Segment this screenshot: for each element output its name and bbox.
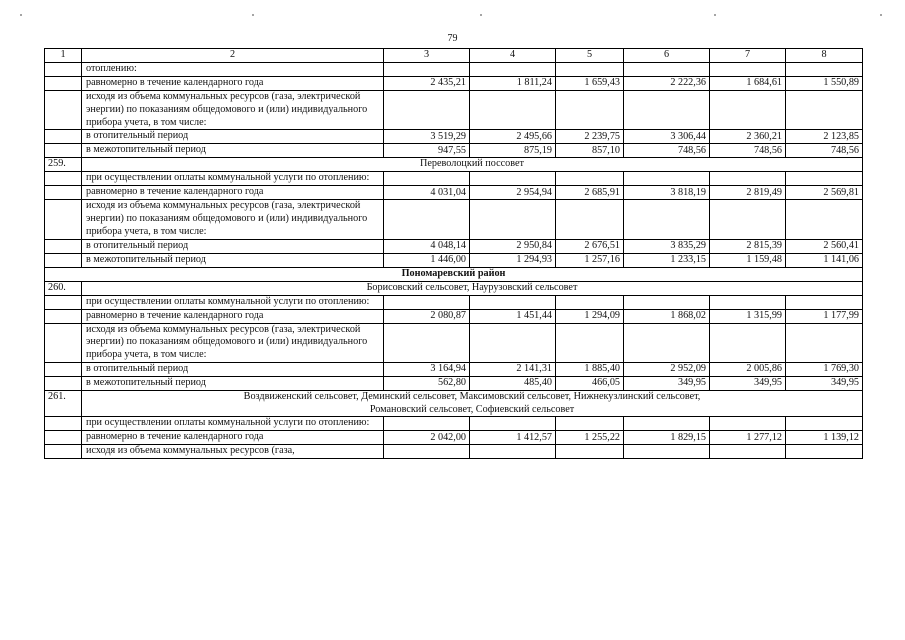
column-number: 2: [82, 49, 384, 63]
value-cell: 2 815,39: [710, 239, 786, 253]
value-cell: 1 550,89: [786, 77, 863, 91]
row-label: в отопительный период: [82, 362, 384, 376]
value-cell: [624, 91, 710, 130]
value-cell: [470, 445, 556, 459]
row-index-cell: [45, 309, 82, 323]
table-row: [45, 295, 863, 309]
row-index-cell: [45, 144, 82, 158]
value-cell: 3 306,44: [624, 130, 710, 144]
column-number: 3: [384, 49, 470, 63]
row-index-cell: [45, 77, 82, 91]
row-label: в отопительный период: [82, 130, 384, 144]
value-cell: [470, 91, 556, 130]
row-index-cell: [45, 323, 82, 362]
value-cell: [556, 63, 624, 77]
column-number: 5: [556, 49, 624, 63]
column-number: 4: [470, 49, 556, 63]
value-cell: 748,56: [710, 144, 786, 158]
value-cell: 1 315,99: [710, 309, 786, 323]
row-index-cell: [45, 186, 82, 200]
value-cell: 2 005,86: [710, 362, 786, 376]
value-cell: 1 769,30: [786, 362, 863, 376]
value-cell: [556, 172, 624, 186]
row-label: равномерно в течение календарного года: [82, 77, 384, 91]
value-cell: [556, 295, 624, 309]
value-cell: [470, 417, 556, 431]
value-cell: [624, 295, 710, 309]
row-label: исходя из объема коммунальных ресурсов (газа, электрической энергии) по показаниям общедомового и (или) индивидуального прибора учета, в том числе:: [82, 200, 384, 239]
value-cell: 3 164,94: [384, 362, 470, 376]
row-label: в отопительный период: [82, 239, 384, 253]
table-row: [45, 186, 863, 200]
value-cell: 3 519,29: [384, 130, 470, 144]
row-label: исходя из объема коммунальных ресурсов (газа, электрической энергии) по показаниям общедомового и (или) индивидуального прибора учета, в том числе:: [82, 91, 384, 130]
value-cell: 748,56: [624, 144, 710, 158]
value-cell: 349,95: [624, 376, 710, 390]
section-header-row: [45, 158, 863, 172]
table-row: [45, 323, 863, 362]
value-cell: 2 560,41: [786, 239, 863, 253]
table-row: [45, 445, 863, 459]
tariff-table: [44, 48, 863, 459]
row-label: при осуществлении оплаты коммунальной услуги по отоплению:: [82, 172, 384, 186]
row-index-cell: [45, 172, 82, 186]
value-cell: [556, 417, 624, 431]
row-index-cell: [45, 239, 82, 253]
row-index-cell: [45, 376, 82, 390]
value-cell: 2 495,66: [470, 130, 556, 144]
value-cell: 2 685,91: [556, 186, 624, 200]
table-row: [45, 144, 863, 158]
table-row: [45, 376, 863, 390]
value-cell: [710, 91, 786, 130]
row-index-cell: [45, 91, 82, 130]
value-cell: 1 684,61: [710, 77, 786, 91]
value-cell: [384, 295, 470, 309]
value-cell: 2 080,87: [384, 309, 470, 323]
value-cell: [710, 200, 786, 239]
value-cell: 2 676,51: [556, 239, 624, 253]
value-cell: [470, 295, 556, 309]
value-cell: [556, 200, 624, 239]
value-cell: [786, 172, 863, 186]
value-cell: [786, 295, 863, 309]
value-cell: 1 868,02: [624, 309, 710, 323]
table-row: [45, 362, 863, 376]
value-cell: [624, 63, 710, 77]
section-title: Борисовский сельсовет, Наурузовский сельсовет: [82, 281, 863, 295]
value-cell: [384, 172, 470, 186]
row-label: в межотопительный период: [82, 253, 384, 267]
value-cell: [710, 172, 786, 186]
value-cell: [710, 417, 786, 431]
table-row: [45, 417, 863, 431]
value-cell: 4 048,14: [384, 239, 470, 253]
value-cell: 2 954,94: [470, 186, 556, 200]
value-cell: 2 952,09: [624, 362, 710, 376]
row-index-cell: [45, 253, 82, 267]
value-cell: 1 412,57: [470, 431, 556, 445]
value-cell: [786, 200, 863, 239]
value-cell: 485,40: [470, 376, 556, 390]
value-cell: 2 239,75: [556, 130, 624, 144]
value-cell: 875,19: [470, 144, 556, 158]
value-cell: [384, 323, 470, 362]
table-row: [45, 172, 863, 186]
value-cell: 2 569,81: [786, 186, 863, 200]
value-cell: [786, 445, 863, 459]
value-cell: [624, 417, 710, 431]
value-cell: [470, 323, 556, 362]
row-index-cell: [45, 417, 82, 431]
row-label: равномерно в течение календарного года: [82, 309, 384, 323]
value-cell: 1 257,16: [556, 253, 624, 267]
value-cell: 748,56: [786, 144, 863, 158]
value-cell: 1 451,44: [470, 309, 556, 323]
row-label: в межотопительный период: [82, 144, 384, 158]
row-index-cell: [45, 130, 82, 144]
row-index-cell: [45, 295, 82, 309]
table-row: [45, 77, 863, 91]
value-cell: [786, 323, 863, 362]
section-header-row: [45, 281, 863, 295]
value-cell: 2 123,85: [786, 130, 863, 144]
value-cell: 1 277,12: [710, 431, 786, 445]
value-cell: [624, 200, 710, 239]
section-index: 260.: [45, 281, 82, 295]
value-cell: [384, 91, 470, 130]
value-cell: [556, 445, 624, 459]
region-row: [45, 267, 863, 281]
row-label: при осуществлении оплаты коммунальной услуги по отоплению:: [82, 417, 384, 431]
row-index-cell: [45, 63, 82, 77]
row-label: равномерно в течение календарного года: [82, 186, 384, 200]
value-cell: [384, 200, 470, 239]
value-cell: 857,10: [556, 144, 624, 158]
value-cell: [786, 63, 863, 77]
value-cell: 2 042,00: [384, 431, 470, 445]
row-index-cell: [45, 362, 82, 376]
value-cell: 1 177,99: [786, 309, 863, 323]
value-cell: [624, 445, 710, 459]
value-cell: 2 141,31: [470, 362, 556, 376]
value-cell: 1 139,12: [786, 431, 863, 445]
value-cell: 1 829,15: [624, 431, 710, 445]
table-row: [45, 130, 863, 144]
value-cell: [470, 172, 556, 186]
value-cell: [470, 200, 556, 239]
value-cell: [384, 63, 470, 77]
value-cell: 1 141,06: [786, 253, 863, 267]
value-cell: 1 233,15: [624, 253, 710, 267]
value-cell: 562,80: [384, 376, 470, 390]
column-number: 8: [786, 49, 863, 63]
value-cell: [556, 323, 624, 362]
row-index-cell: [45, 445, 82, 459]
table-row: [45, 91, 863, 130]
section-index: 261.: [45, 390, 82, 417]
value-cell: [710, 445, 786, 459]
value-cell: 3 835,29: [624, 239, 710, 253]
value-cell: [786, 417, 863, 431]
value-cell: [624, 323, 710, 362]
column-number: 6: [624, 49, 710, 63]
row-index-cell: [45, 200, 82, 239]
page-number: 79: [447, 33, 458, 44]
value-cell: [710, 323, 786, 362]
value-cell: 466,05: [556, 376, 624, 390]
value-cell: 3 818,19: [624, 186, 710, 200]
table-row: [45, 200, 863, 239]
value-cell: [786, 91, 863, 130]
value-cell: 2 360,21: [710, 130, 786, 144]
row-label: при осуществлении оплаты коммунальной услуги по отоплению:: [82, 295, 384, 309]
value-cell: 2 819,49: [710, 186, 786, 200]
table-row: [45, 239, 863, 253]
value-cell: 947,55: [384, 144, 470, 158]
table-body: [45, 49, 863, 459]
value-cell: [624, 172, 710, 186]
value-cell: [710, 295, 786, 309]
table-row: [45, 431, 863, 445]
value-cell: [556, 91, 624, 130]
value-cell: 2 222,36: [624, 77, 710, 91]
value-cell: 349,95: [710, 376, 786, 390]
section-header-row: [45, 390, 863, 417]
row-label: исходя из объема коммунальных ресурсов (газа, электрической энергии) по показаниям общедомового и (или) индивидуального прибора учета, в том числе:: [82, 323, 384, 362]
table-row: [45, 309, 863, 323]
row-label: отоплению:: [82, 63, 384, 77]
column-number: 1: [45, 49, 82, 63]
value-cell: 349,95: [786, 376, 863, 390]
value-cell: [470, 63, 556, 77]
value-cell: 1 811,24: [470, 77, 556, 91]
column-number: 7: [710, 49, 786, 63]
section-title: Воздвиженский сельсовет, Деминский сельсовет, Максимовский сельсовет, Нижнекузлинский сельсовет, Романовский сельсовет, Софиевский сельсовет: [82, 390, 863, 417]
section-index: 259.: [45, 158, 82, 172]
section-title: Переволоцкий поссовет: [82, 158, 863, 172]
value-cell: 1 159,48: [710, 253, 786, 267]
value-cell: [384, 445, 470, 459]
row-index-cell: [45, 431, 82, 445]
region-title: Пономаревский район: [45, 267, 863, 281]
value-cell: 1 255,22: [556, 431, 624, 445]
row-label: исходя из объема коммунальных ресурсов (газа,: [82, 445, 384, 459]
value-cell: 4 031,04: [384, 186, 470, 200]
row-label: в межотопительный период: [82, 376, 384, 390]
row-label: равномерно в течение календарного года: [82, 431, 384, 445]
value-cell: 1 294,93: [470, 253, 556, 267]
value-cell: 2 435,21: [384, 77, 470, 91]
value-cell: 1 446,00: [384, 253, 470, 267]
column-number-row: [45, 49, 863, 63]
value-cell: 1 294,09: [556, 309, 624, 323]
value-cell: 1 659,43: [556, 77, 624, 91]
value-cell: [710, 63, 786, 77]
table-row: [45, 253, 863, 267]
value-cell: 1 885,40: [556, 362, 624, 376]
table-row: [45, 63, 863, 77]
value-cell: 2 950,84: [470, 239, 556, 253]
value-cell: [384, 417, 470, 431]
